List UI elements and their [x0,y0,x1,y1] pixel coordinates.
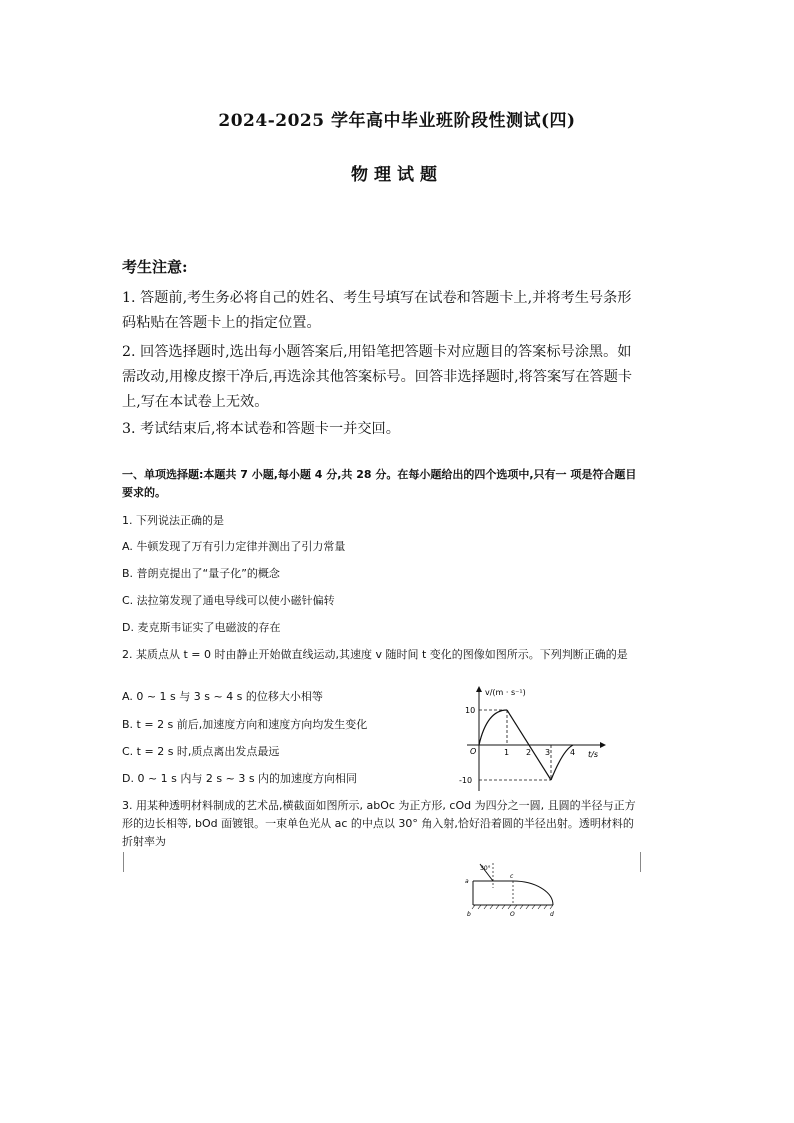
point-a-label: a [465,878,469,885]
question-2-option-c: C. t = 2 s 时,质点离出发点最远 [122,745,280,758]
tick-label-10: 10 [465,706,476,715]
tick-label-4: 4 [570,748,576,757]
cross-section-figure [460,858,560,920]
notice-item-3: 3. 考试结束后,将本试卷和答题卡一并交回。 [122,421,400,437]
question-1-option-b: B. 普朗克提出了“量子化”的概念 [122,567,280,580]
tick-label-1: 1 [504,748,510,757]
velocity-axis-label: v/(m · s⁻¹) [485,688,526,697]
section-heading: 一、单项选择题:本题共 7 小题,每小题 4 分,共 28 分。在每小题给出的四个选项中,只有一 项是符合题目要求的。 [122,468,637,499]
tick-label-2: 2 [526,748,532,757]
silver-hatching [472,905,553,909]
point-O-label: O [510,911,515,918]
question-2-option-b: B. t = 2 s 前后,加速度方向和速度方向均发生变化 [122,718,368,731]
tick-label-minus-10: -10 [459,776,473,785]
question-1-option-c: C. 法拉第发现了通电导线可以使小磁针偏转 [122,594,335,607]
notice-item-1: 1. 答题前,考生务必将自己的姓名、考生号填写在试卷和答题卡上,并将考生号条形码粘贴在答题卡上的指定位置。 [122,290,632,331]
question-2-stem: 2. 某质点从 t = 0 时由静止开始做直线运动,其速度 v 随时间 t 变化的图像如图所示。下列判断正确的是 [122,648,628,661]
velocity-time-graph [455,683,615,795]
notice-item-2: 2. 回答选择题时,选出每小题答案后,用铅笔把答题卡对应题目的答案标号涂黑。如需改动,用橡皮擦干净后,再选涂其他答案标号。回答非选择题时,将答案写在答题卡上,写在本试卷上无效。 [122,344,633,410]
notice-heading: 考生注意: [122,258,188,276]
point-c-label: c [510,873,514,880]
angle-label: 30° [480,865,491,872]
margin-mark-left [123,852,124,872]
velocity-curve-0-1 [479,710,507,745]
tick-label-3: 3 [545,748,551,757]
question-2-option-d: D. 0 ~ 1 s 内与 2 s ~ 3 s 内的加速度方向相同 [122,772,358,785]
question-3-stem: 3. 用某种透明材料制成的艺术品,横截面如图所示, abOc 为正方形, cOd 为四分之一圆, 且圆的半径与正方形的边长相等, bOd 面镀银。一束单色光从 ac 的中点以 30° 角入射,恰好沿着圆的半径出射。透明材料的折射率为 [122,799,636,848]
quarter-arc-cd [513,881,553,905]
question-2-option-a: A. 0 ~ 1 s 与 3 s ~ 4 s 的位移大小相等 [122,690,323,703]
question-1-stem: 1. 下列说法正确的是 [122,514,224,527]
point-d-label: d [550,911,554,918]
origin-label: O [470,747,477,756]
subject-title: 物理试题 [351,165,443,185]
margin-mark-right [640,852,641,872]
time-axis-label: t/s [588,750,598,759]
point-b-label: b [467,911,471,918]
question-1-option-a: A. 牛顿发现了万有引力定律并测出了引力常量 [122,540,346,553]
question-1-option-d: D. 麦克斯韦证实了电磁波的存在 [122,621,281,634]
exam-title: 2024-2025 学年高中毕业班阶段性测试(四) [218,111,576,131]
